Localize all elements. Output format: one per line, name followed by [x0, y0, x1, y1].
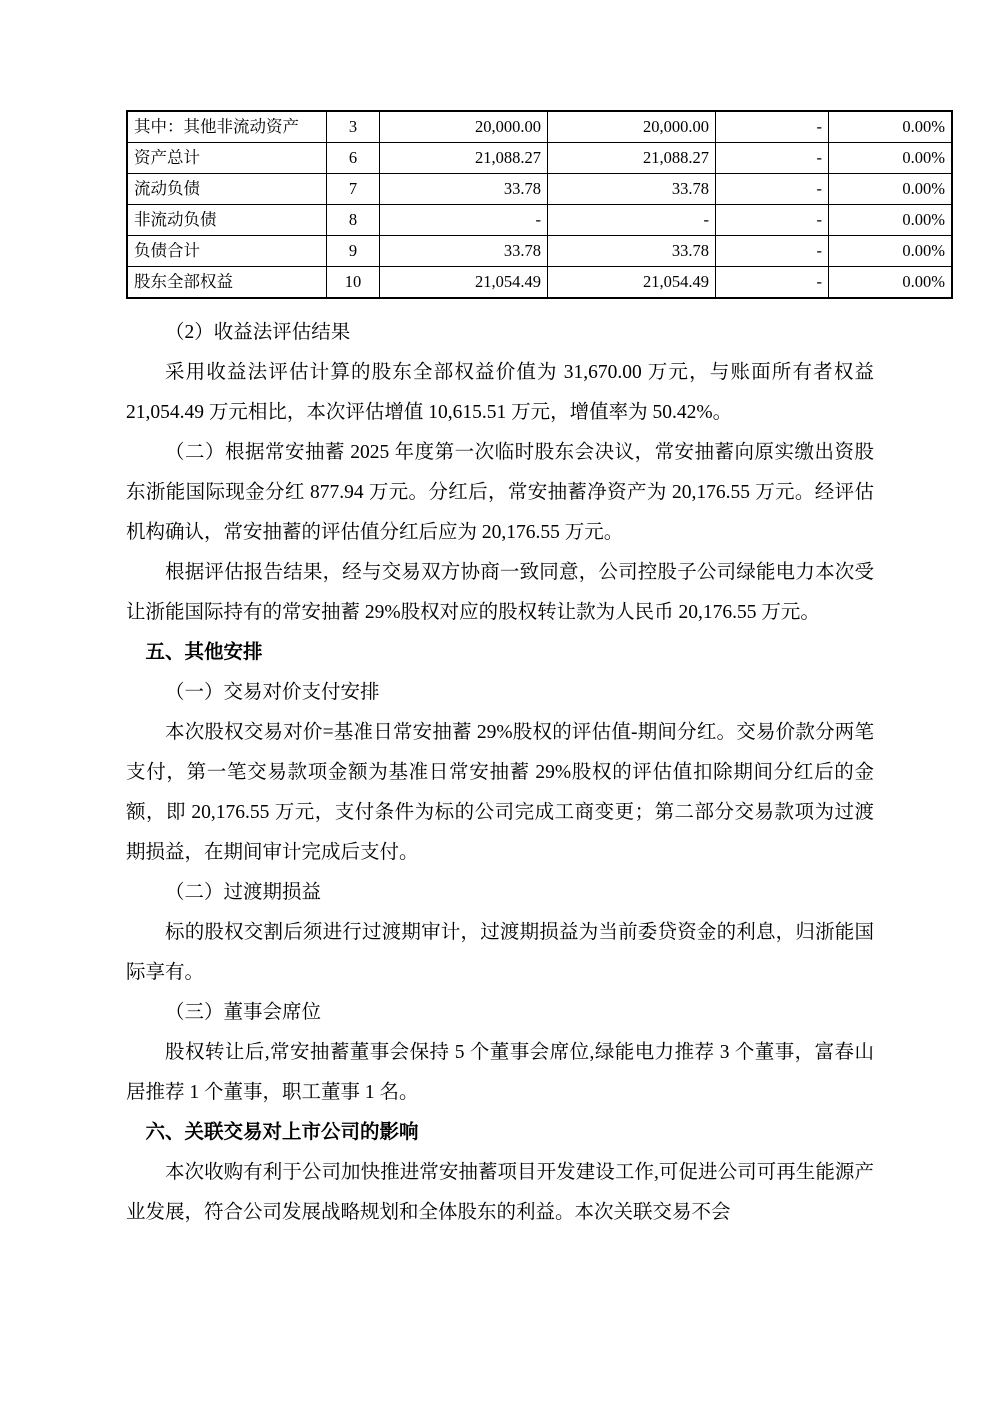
row-number: 6	[327, 143, 380, 174]
section-heading-5: 五、其他安排	[145, 642, 263, 663]
subheading-5-2: （二）过渡期损益	[165, 882, 322, 903]
table-body	[127, 111, 952, 298]
row-number: 9	[327, 236, 380, 267]
row-number: 3	[327, 111, 380, 143]
row-rate: 0.00%	[829, 174, 953, 205]
row-book: 20,000.00	[380, 111, 548, 143]
row-appraised: -	[548, 205, 716, 236]
row-appraised: 33.78	[548, 236, 716, 267]
row-label: 股东全部权益	[127, 267, 327, 299]
row-rate: 0.00%	[829, 267, 953, 299]
row-rate: 0.00%	[829, 205, 953, 236]
row-change: -	[716, 174, 829, 205]
row-number: 7	[327, 174, 380, 205]
row-number: 8	[327, 205, 380, 236]
paragraph-5-2: 标的股权交割后须进行过渡期审计，过渡期损益为当前委贷资金的利息，归浙能国际享有。	[126, 922, 874, 983]
row-rate: 0.00%	[829, 111, 953, 143]
paragraph-5-1: 本次股权交易对价=基准日常安抽蓄 29%股权的评估值-期间分红。交易价款分两笔支付，第一笔交易款项金额为基准日常安抽蓄 29%股权的评估值扣除期间分红后的金额，即 20,176.55 万元，支付条件为标的公司完成工商变更；第二部分交易款项为过渡期损益，在期间审计完成后支付。	[126, 722, 874, 863]
section-heading-6: 六、关联交易对上市公司的影响	[145, 1122, 419, 1143]
paragraph-income-method: 采用收益法评估计算的股东全部权益价值为 31,670.00 万元，与账面所有者权益 21,054.49 万元相比，本次评估增值 10,615.51 万元，增值率为 50.42%。	[126, 362, 874, 423]
row-rate: 0.00%	[829, 143, 953, 174]
row-change: -	[716, 111, 829, 143]
row-book: 33.78	[380, 174, 548, 205]
row-appraised: 20,000.00	[548, 111, 716, 143]
paragraph-6: 本次收购有利于公司加快推进常安抽蓄项目开发建设工作,可促进公司可再生能源产业发展，符合公司发展战略规划和全体股东的利益。本次关联交易不会	[126, 1162, 874, 1223]
row-book: 21,088.27	[380, 143, 548, 174]
table-row	[127, 267, 952, 299]
subheading-5-1: （一）交易对价支付安排	[165, 682, 380, 703]
row-label: 非流动负债	[127, 205, 327, 236]
row-label: 资产总计	[127, 143, 327, 174]
table-row	[127, 143, 952, 174]
row-label: 负债合计	[127, 236, 327, 267]
row-book: -	[380, 205, 548, 236]
row-change: -	[716, 236, 829, 267]
spacer	[126, 299, 874, 313]
paragraph-transfer: 根据评估报告结果，经与交易双方协商一致同意，公司控股子公司绿能电力本次受让浙能国际持有的常安抽蓄 29%股权对应的股权转让款为人民币 20,176.55 万元。	[126, 562, 874, 623]
row-rate: 0.00%	[829, 236, 953, 267]
row-appraised: 21,054.49	[548, 267, 716, 299]
row-appraised: 33.78	[548, 174, 716, 205]
row-change: -	[716, 267, 829, 299]
row-label: 其中：其他非流动资产	[127, 111, 327, 143]
row-change: -	[716, 143, 829, 174]
page-content	[126, 110, 945, 1233]
table-row	[127, 205, 952, 236]
row-book: 21,054.49	[380, 267, 548, 299]
appraisal-table	[126, 110, 953, 299]
table-row	[127, 111, 952, 143]
row-change: -	[716, 205, 829, 236]
row-book: 33.78	[380, 236, 548, 267]
subheading-5-3: （三）董事会席位	[165, 1002, 322, 1023]
paragraph-5-3: 股权转让后,常安抽蓄董事会保持 5 个董事会席位,绿能电力推荐 3 个董事，富春山居推荐 1 个董事，职工董事 1 名。	[126, 1042, 874, 1103]
table-row	[127, 236, 952, 267]
table-row	[127, 174, 952, 205]
row-appraised: 21,088.27	[548, 143, 716, 174]
row-number: 10	[327, 267, 380, 299]
row-label: 流动负债	[127, 174, 327, 205]
heading-income-method: （2）收益法评估结果	[165, 322, 351, 343]
paragraph-dividend: （二）根据常安抽蓄 2025 年度第一次临时股东会决议，常安抽蓄向原实缴出资股东浙能国际现金分红 877.94 万元。分红后，常安抽蓄净资产为 20,176.55 万元。经评估机构确认，常安抽蓄的评估值分红后应为 20,176.55 万元。	[126, 442, 874, 543]
